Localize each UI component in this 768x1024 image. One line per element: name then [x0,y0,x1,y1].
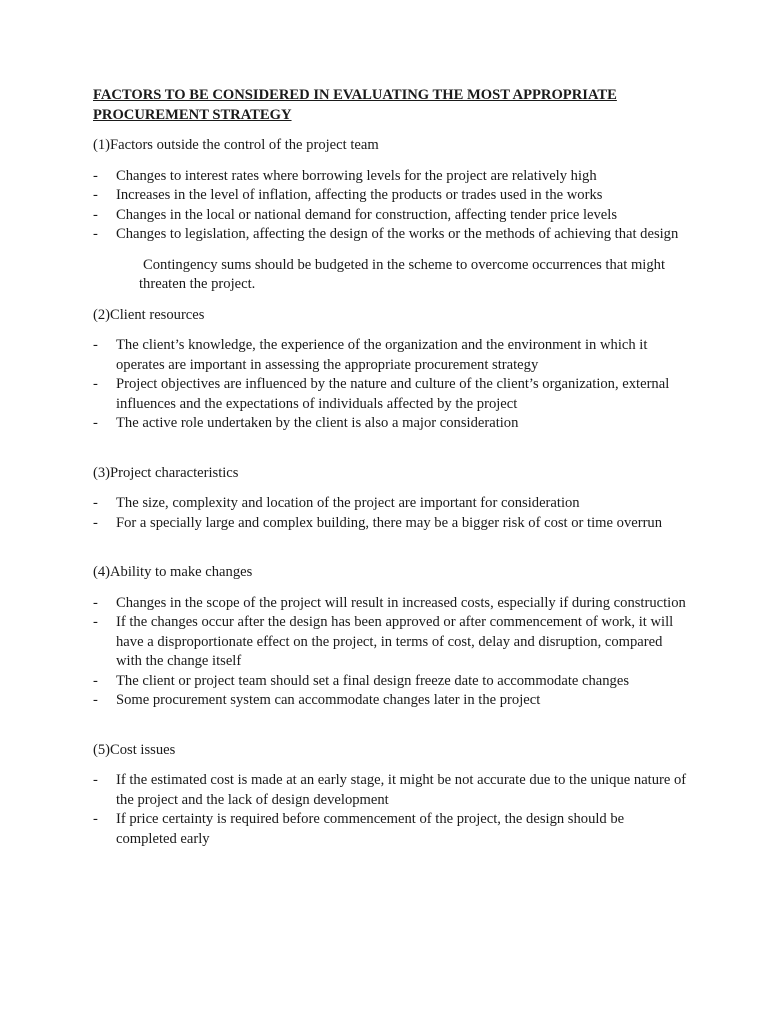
section-heading: (5)Cost issues [93,741,176,758]
list-item: - Changes to interest rates where borrowing levels for the project are relatively high [93,167,688,187]
contingency-note: Contingency sums should be budgeted in the scheme to overcome occurrences that might threaten the project. [139,256,665,292]
list-item: - The client or project team should set a final design freeze date to accommodate changes [93,672,688,692]
list-item: - Project objectives are influenced by the nature and culture of the client’s organization, external influences and the expectations of individuals affected by the project [93,375,688,414]
bullet-list [93,594,688,711]
bullet-list [93,494,688,533]
bullet-list [93,167,688,245]
section-heading: (2)Client resources [93,306,205,323]
section-client-resources [93,306,688,434]
section-heading: (3)Project characteristics [93,464,239,481]
list-item: - If the estimated cost is made at an early stage, it might be not accurate due to the unique nature of the project and the lack of design development [93,771,688,810]
section-external-factors [93,136,688,295]
list-item: - Some procurement system can accommodate changes later in the project [93,691,688,711]
list-item: - Changes to legislation, affecting the design of the works or the methods of achieving that design [93,225,688,245]
document-title: FACTORS TO BE CONSIDERED IN EVALUATING THE MOST APPROPRIATE PROCUREMENT STRATEGY [93,87,617,123]
list-item: - Changes in the local or national demand for construction, affecting tender price levels [93,206,688,226]
list-item: - The active role undertaken by the client is also a major consideration [93,414,688,434]
section-project-characteristics [93,464,688,534]
list-item: - If price certainty is required before commencement of the project, the design should be completed early [93,810,688,849]
list-item: - Increases in the level of inflation, affecting the products or trades used in the works [93,186,688,206]
bullet-list [93,771,688,849]
list-item: - If the changes occur after the design has been approved or after commencement of work, it will have a disproportionate effect on the project, in terms of cost, delay and disruption, compared with the change itself [93,613,688,672]
section-ability-to-make-changes [93,563,688,711]
list-item: - The client’s knowledge, the experience of the organization and the environment in which it operates are important in assessing the appropriate procurement strategy [93,336,688,375]
section-heading: (4)Ability to make changes [93,564,253,580]
list-item: - The size, complexity and location of the project are important for consideration [93,494,688,514]
list-item: - For a specially large and complex building, there may be a bigger risk of cost or time overrun [93,514,688,534]
bullet-list [93,336,688,434]
list-item: - Changes in the scope of the project will result in increased costs, especially if during construction [93,594,688,614]
section-cost-issues [93,741,688,850]
section-heading: (1)Factors outside the control of the project team [93,137,379,153]
